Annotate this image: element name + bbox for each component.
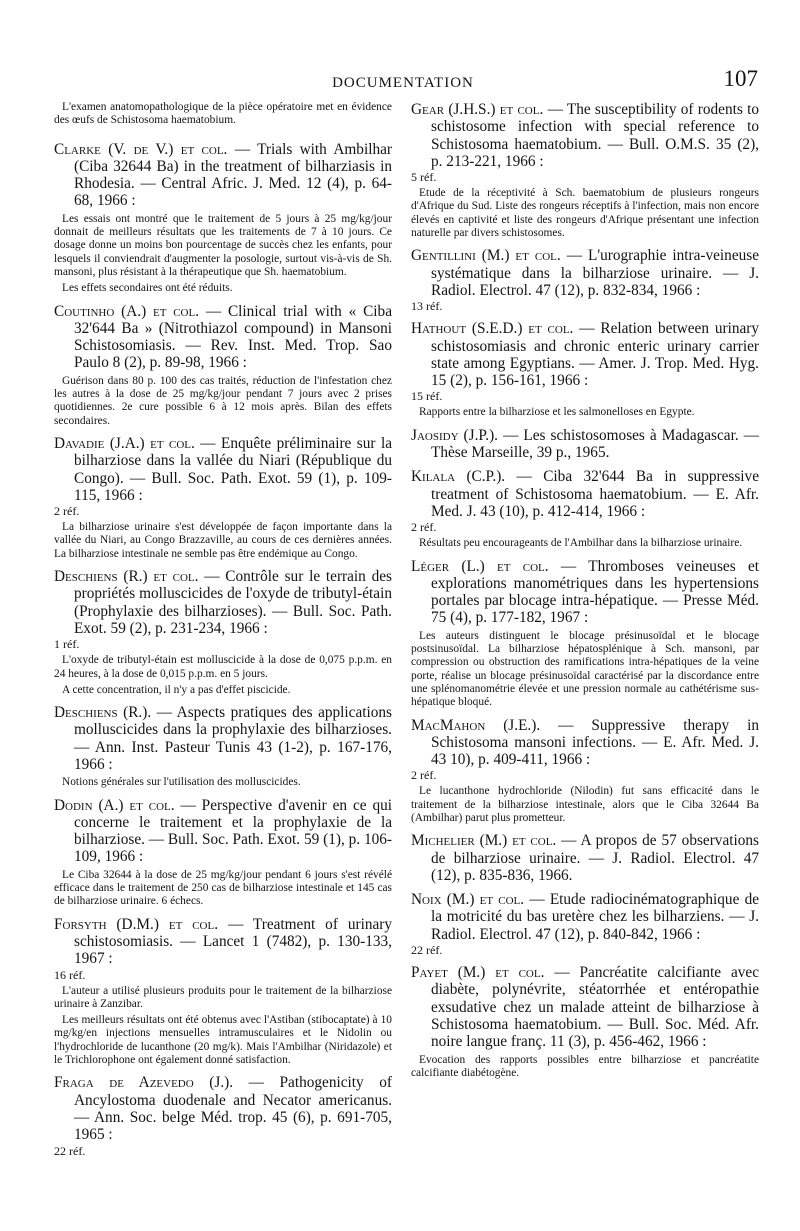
bibliography-entry <box>54 797 392 909</box>
reference-count: 16 réf. <box>54 967 86 982</box>
author-name: Davadie (J.A.) et col. <box>54 434 195 452</box>
abstract-paragraph: Les meilleurs résultats ont été obtenus avec l'Astiban (stibocaptate) à 10 mg/kg/en injections mensuelles intramusculaires et le Nidolin ou l'hydrochloride de lucanthone (20 mg/k). Mais l'Ambilhar (Niridazole) et le Trichlorophone ont également donné satisfaction. <box>54 1014 392 1067</box>
author-name: Deschiens (R.) et col. <box>54 568 199 586</box>
author-name: Jaosidy (J.P.). <box>411 426 498 444</box>
reference-count: 2 réf. <box>54 504 80 519</box>
bibliography-entry <box>54 704 392 789</box>
author-name: Payet (M.) et col. <box>411 964 545 982</box>
bibliography-entry <box>54 568 392 697</box>
abstract-paragraph: Evocation des rapports possibles entre bilharziose et pancréatite calcifiante diabétogène. <box>411 1053 759 1079</box>
abstract-paragraph: Les effets secondaires ont été réduits. <box>62 282 233 295</box>
citation <box>54 797 392 866</box>
right-column <box>411 101 759 1087</box>
left-column <box>54 101 392 1165</box>
citation <box>411 964 759 1050</box>
abstract-paragraph: Guérison dans 80 p. 100 des cas traités, réduction de l'infestation chez les autres à la dose de 25 mg/kg/jour pendant 7 jours avec 2 prises quotidiennes. 2e cure possible 6 à 12 mois après. Bilan des effets secondaires. <box>54 374 392 427</box>
bibliography-entry <box>411 891 759 957</box>
page-header <box>48 64 758 100</box>
author-name: Forsyth (D.M.) et col. <box>54 915 219 933</box>
citation <box>411 558 759 627</box>
citation-text: — The susceptibility of rodents to schistosome infection with special reference to Schistosoma haematobium. — Bull. O.M.S. 35 (2), p. 213-221, 1966 : <box>431 101 759 170</box>
abstract-paragraph: Le Ciba 32644 à la dose de 25 mg/kg/jour pendant 6 jours s'est révélé efficace dans le traitement de 250 cas de bilharziose intestinale et 145 cas de bilharziose urinaire. 6 échecs. <box>54 868 392 908</box>
abstract-paragraph: La bilharziose urinaire s'est développée de façon importante dans la vallée du Niari, au Congo Brazzaville, au cours de ces dernières années. La bilharziose intestinale ne semble pas être endémique au Congo. <box>54 521 392 560</box>
bibliography-entry <box>411 101 759 240</box>
citation-text: — Ciba 32'644 Ba in suppressive treatment of Schistosoma haematobium. — E. Afr. Med. J. 43 (10), p. 412-414, 1966 : <box>431 468 759 520</box>
author-name: Hathout (S.E.D.) et col. <box>411 320 574 338</box>
bibliography-entry <box>411 964 759 1080</box>
abstract-paragraph: A cette concentration, il n'y a pas d'effet piscicide. <box>62 683 291 696</box>
bibliography-entry <box>54 1074 392 1157</box>
citation-text: — Contrôle sur le terrain des propriétés molluscicides de l'oxyde de tributyl-étain (Prophylaxie des bilharzioses). — Bull. Soc. Path. Exot. 59 (2), p. 231-234, 1966 : <box>74 568 392 637</box>
bibliography-entry <box>411 320 759 419</box>
citation <box>411 468 759 520</box>
author-name: Michelier (M.) et col. <box>411 832 557 850</box>
abstract-paragraph: Etude de la réceptivité à Sch. baematobium de plusieurs rongeurs d'Afrique du Sud. Liste des rongeurs réceptifs à l'infection, mais non encore élevés en captivité et liste des rongeurs d'Afrique présentant une infection naturelle par divers schistosomes. <box>411 187 759 240</box>
reference-count: 22 réf. <box>54 1143 86 1158</box>
reference-count: 22 réf. <box>411 943 443 958</box>
citation-text: — Thromboses veineuses et explorations manométriques dans les hypertensions portales par blocage intra-hépatique. — Presse Méd. 75 (4), p. 177-182, 1967 : <box>431 557 759 627</box>
bibliography-entry <box>411 717 759 826</box>
citation <box>411 891 759 943</box>
citation-text: — Etude radiocinématographique de la motricité du bas uretère chez les bilharziens. — J. Radiol. Electrol. 47 (12), p. 840-842, 1966 : <box>431 891 760 943</box>
citation-text: — Aspects pratiques des applications molluscicides dans la prophylaxie des bilharzioses. — Ann. Inst. Pasteur Tunis 43 (1-2), p. 167-176, 1966 : <box>74 704 392 773</box>
citation <box>411 320 759 389</box>
left-entries <box>54 141 392 1158</box>
reference-count: 2 réf. <box>411 520 437 535</box>
continuation-abstract: L'examen anatomopathologique de la pièce opératoire met en évidence des œufs de Schistosoma haematobium. <box>54 101 392 127</box>
bibliography-entry <box>54 303 392 428</box>
bibliography-entry <box>411 427 759 462</box>
citation-text: — Pathogenicity of Ancylostoma duodenale and Necator americanus. — Ann. Soc. belge Méd. trop. 45 (6), p. 691-705, 1965 : <box>74 1074 392 1144</box>
bibliography-entry <box>411 468 759 550</box>
abstract-paragraph: Le lucanthone hydrochloride (Nilodin) fut sans efficacité dans le traitement de la bilharziose intestinale, alors que le Ciba 32644 Ba (Ambilhar) parut plus prometteur. <box>411 785 759 824</box>
citation-text: — Enquête préliminaire sur la bilharziose dans la vallée du Niari (République du Congo). — Bull. Soc. Path. Exot. 59 (1), p. 109-115, 1966 : <box>74 434 392 504</box>
author-name: Kilala (C.P.). <box>411 468 506 486</box>
reference-count: 13 réf. <box>411 299 443 314</box>
bibliography-entry <box>411 247 759 313</box>
author-name: Fraga de Azevedo (J.). <box>54 1074 234 1092</box>
abstract-paragraph: Rapports entre la bilharziose et les salmonelloses en Egypte. <box>419 406 695 419</box>
author-name: Dodin (A.) et col. <box>54 796 175 814</box>
running-title: DOCUMENTATION <box>332 75 474 91</box>
author-name: Gentillini (M.) et col. <box>411 247 561 265</box>
author-name: Léger (L.) et col. <box>411 557 549 575</box>
author-name: Noix (M.) et col. <box>411 891 525 909</box>
citation <box>411 427 759 462</box>
citation <box>54 916 392 968</box>
citation <box>411 832 759 884</box>
reference-count: 15 réf. <box>411 389 443 404</box>
citation-text: — Treatment of urinary schistosomiasis. — Lancet 1 (7482), p. 130-133, 1967 : <box>74 915 393 968</box>
citation-text: — Perspective d'avenir en ce qui concerne le traitement et la prophylaxie de la bilharziose. — Bull. Soc. Path. Exot. 59 (1), p. 106-109, 1966 : <box>74 796 392 866</box>
citation <box>411 247 759 299</box>
citation-text: — A propos de 57 observations de bilharziose urinaire. — J. Radiol. Electrol. 47 (12), p. 835-836, 1966. <box>431 832 759 884</box>
bibliography-entry <box>411 832 759 884</box>
citation <box>411 717 759 769</box>
citation <box>54 704 392 773</box>
abstract-paragraph: L'auteur a utilisé plusieurs produits pour le traitement de la bilharziose urinaire à Zanzibar. <box>54 984 392 1010</box>
bibliography-entry <box>54 435 392 561</box>
author-name: MacMahon (J.E.). <box>411 716 541 734</box>
bibliography-entry <box>54 141 392 296</box>
author-name: Deschiens (R.). <box>54 704 152 722</box>
bibliography-entry <box>54 916 392 1068</box>
author-name: Clarke (V. de V.) et col. <box>54 140 228 158</box>
bibliography-entry <box>411 558 759 710</box>
citation-text: — Clinical trial with « Ciba 32'644 Ba » (Nitrothiazol compound) in Mansoni Schistosomiasis. — Rev. Inst. Med. Trop. Sao Paulo 8 (2), p. 89-98, 1966 : <box>74 302 392 372</box>
right-entries <box>411 101 759 1080</box>
author-name: Coutinho (A.) et col. <box>54 302 200 320</box>
reference-count: 5 réf. <box>411 170 437 185</box>
abstract-paragraph: Résultats peu encourageants de l'Ambilhar dans la bilharziose urinaire. <box>419 537 743 550</box>
page-number: 107 <box>723 66 758 91</box>
abstract-paragraph: Notions générales sur l'utilisation des molluscicides. <box>62 776 301 789</box>
reference-count: 1 réf. <box>54 637 80 652</box>
citation-text: — Trials with Ambilhar (Ciba 32644 Ba) in the treatment of bilharziasis in Rhodesia. — Central Afric. J. Med. 12 (4), p. 64-68, 1966 : <box>74 140 392 210</box>
citation-text: — Suppressive therapy in Schistosoma mansoni infections. — E. Afr. Med. J. 43 10), p. 409-411, 1966 : <box>431 716 760 769</box>
reference-count: 2 réf. <box>411 768 437 783</box>
abstract-paragraph: Les essais ont montré que le traitement de 5 jours à 25 mg/kg/jour donnait de meilleurs résultats que les traitements de 7 à 10 jours. Ce dosage donne un moins bon pourcentage de succès chez les enfants, pour lesquels il conviendrait d'augmenter la posologie, surtout vis-à-vis de Sh. mansoni, plus résistant à la thérapeutique que Sh. haematobium. <box>54 212 392 278</box>
citation <box>54 1074 392 1143</box>
citation <box>54 435 392 504</box>
citation <box>54 568 392 637</box>
citation-text: — Les schistosomoses à Madagascar. — Thèse Marseille, 39 p., 1965. <box>431 426 760 462</box>
citation-text: — Relation between urinary schistosomiasis and chronic enteric urinary carrier state among Egyptians. — Amer. J. Trop. Med. Hyg. 15 (2), p. 156-161, 1966 : <box>431 320 760 390</box>
citation-text: — L'urographie intra-veineuse systématique dans la bilharziose urinaire. — J. Radiol. Electrol. 47 (12), p. 832-834, 1966 : <box>431 247 760 299</box>
author-name: Gear (J.H.S.) et col. <box>411 101 544 118</box>
citation <box>411 101 759 170</box>
citation <box>54 141 392 210</box>
citation <box>54 303 392 372</box>
abstract-paragraph: L'oxyde de tributyl-étain est molluscicide à la dose de 0,075 p.p.m. en 24 heures, à la dose de 0,015 p.p.m. en 5 jours. <box>54 654 392 680</box>
citation-text: — Pancréatite calcifiante avec diabète, polynévrite, stéatorrhée et entéropathie exsudative chez un malade atteint de bilharziose à Schistosoma haematobium. — Bull. Soc. Méd. Afr. noire langue franç. 11 (3), p. 456-462, 1966 : <box>431 964 759 1051</box>
abstract-paragraph: Les auteurs distinguent le blocage présinusoïdal et le blocage postsinusoïdal. La bilharziose hépatosplénique à Sch. mansoni, par compression ou obstruction des ramifications intra-hépatiques de la veine porte, réalise un blocage présinusoïdal caractérisé par la discordance entre une splénomanométrie élevée et une pression normale au cathétérisme sus-hépatique bloqué. <box>411 629 759 709</box>
